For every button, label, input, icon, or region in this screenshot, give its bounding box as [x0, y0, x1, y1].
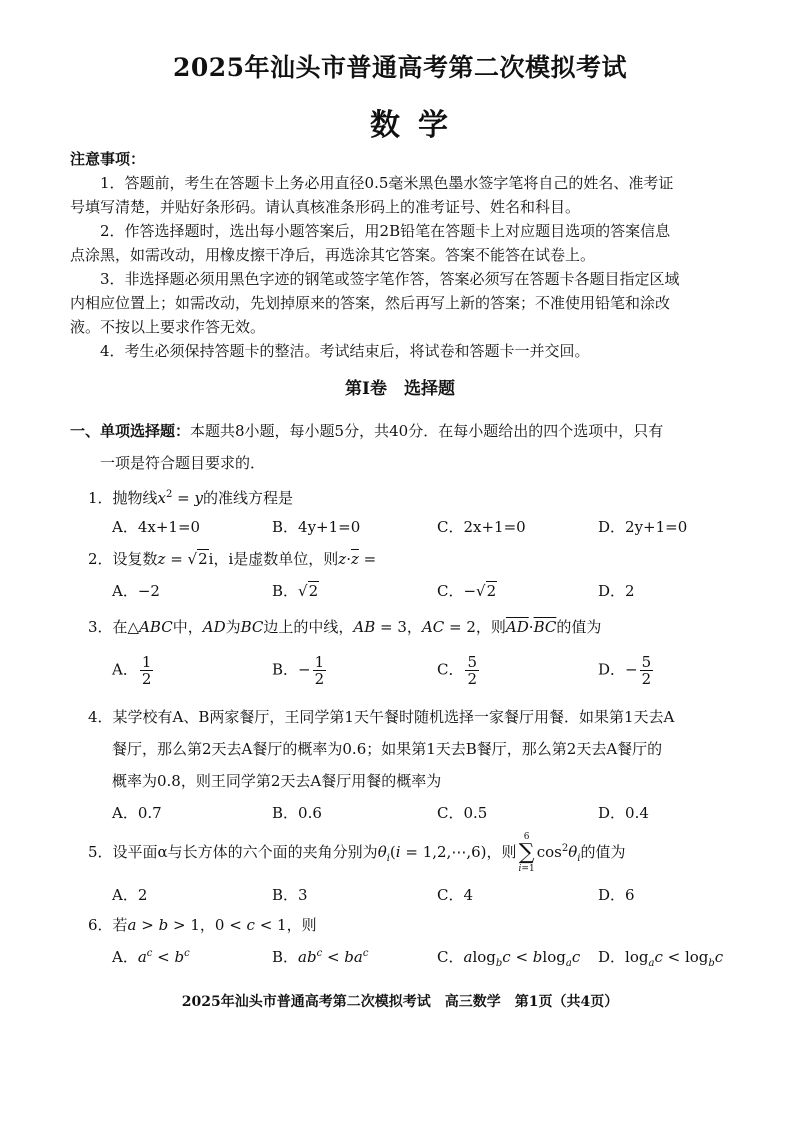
question-2-stem: 2．设复数z = √2i，i是虚数单位，则$z\cdot\overline{z}$ = — [88, 550, 377, 568]
question-5-option-a: A．2 — [112, 886, 148, 904]
question-4-line-3: 概率为0.8，则王同学第2天去A餐厅用餐的概率为 — [112, 772, 442, 790]
question-1-option-d: D．2y+1=0 — [598, 518, 688, 536]
question-6-stem: 6．若a > b > 1，0 < c < 1，则 — [88, 916, 317, 934]
question-1-option-c: C．2x+1=0 — [437, 518, 526, 536]
part-instructions-line-1 — [70, 420, 663, 442]
notice-item-3-line-3: 液。不按以上要求作答无效。 — [70, 318, 266, 336]
question-2-option-d: D．2 — [598, 582, 635, 600]
question-3-option-b: B．− $\frac{1}{2}$ — [272, 653, 325, 688]
question-6-option-d: D．$\log_ac < \log_bc$ — [598, 948, 724, 969]
question-5-option-b: B．3 — [272, 886, 308, 904]
question-3-option-a: A． $\frac{1}{2}$ — [112, 653, 152, 688]
question-6-option-c: C．alog$_b$c < blog$_a$c — [437, 948, 581, 969]
question-6-option-a: A．$a^c < b^c$ — [112, 948, 190, 966]
question-4-option-d: D．0.4 — [598, 804, 649, 822]
question-2-option-b: B．√2 — [272, 582, 319, 600]
question-2-option-a: A．−2 — [112, 582, 160, 600]
notice-item-1-line-2: 号填写清楚，并贴好条形码。请认真核准条形码上的准考证号、姓名和科目。 — [70, 198, 581, 216]
part-desc-1: 本题共8小题，每小题5分，共40分．在每小题给出的四个选项中，只有 — [190, 422, 664, 440]
question-1-stem: 1．抛物线$x^2 = y$的准线方程是 — [88, 489, 293, 507]
question-1-option-a: A．4x+1=0 — [112, 518, 201, 536]
question-3-option-d: D．− $\frac{5}{2}$ — [598, 653, 652, 688]
notice-item-3-line-1: 3．非选择题必须用黑色字迹的钢笔或签字笔作答，答案必须写在答题卡各题目指定区域 — [100, 270, 680, 288]
question-1-option-b: B．4y+1=0 — [272, 518, 361, 536]
part-instructions-line-2: 一项是符合题目要求的． — [100, 454, 266, 472]
summation-symbol: 6 ∑ i=1 — [518, 832, 535, 874]
question-5-stem: 5．设平面α与长方体的六个面的夹角分别为$\theta_i(i$ = 1,2,⋯,6)，则 6 ∑ i=1 $\cos^2\theta_i$的值为 — [88, 832, 626, 874]
question-4-line-1: 4．某学校有A、B两家餐厅，王同学第1天午餐时随机选择一家餐厅用餐．如果第1天去A — [88, 708, 675, 726]
question-4-line-2: 餐厅，那么第2天去A餐厅的概率为0.6；如果第1天去B餐厅，那么第2天去A餐厅的 — [112, 740, 663, 758]
question-4-option-c: C．0.5 — [437, 804, 488, 822]
notice-item-1-line-1: 1．答题前，考生在答题卡上务必用直径0.5毫米黑色墨水签字笔将自己的姓名、准考证 — [100, 174, 674, 192]
notice-item-2-line-1: 2．作答选择题时，选出每小题答案后，用2B铅笔在答题卡上对应题目选项的答案信息 — [100, 222, 671, 240]
section-title: 第Ⅰ卷 选择题 — [345, 379, 455, 399]
question-5-option-d: D．6 — [598, 886, 635, 904]
exam-title: 2025年汕头市普通高考第二次模拟考试 — [172, 53, 628, 82]
subject-title: 数学 — [370, 108, 466, 143]
question-2-option-c: C．−√2 — [437, 582, 497, 600]
part-label: 一、单项选择题： — [70, 422, 191, 440]
notice-item-3-line-2: 内相应位置上；如需改动，先划掉原来的答案，然后再写上新的答案；不准使用铅笔和涂改 — [70, 294, 671, 312]
question-3-option-c: C． $\frac{5}{2}$ — [437, 653, 478, 688]
question-5-option-c: C．4 — [437, 886, 474, 904]
question-4-option-a: A．0.7 — [112, 804, 162, 822]
notice-item-4-line-1: 4．考生必须保持答题卡的整洁。考试结束后，将试卷和答题卡一并交回。 — [100, 342, 590, 360]
notice-item-2-line-2: 点涂黑，如需改动，用橡皮擦干净后，再选涂其它答案。答案不能答在试卷上。 — [70, 246, 596, 264]
notice-heading: 注意事项： — [70, 150, 146, 168]
question-4-option-b: B．0.6 — [272, 804, 322, 822]
page-footer: 2025年汕头市普通高考第二次模拟考试 高三数学 第1页（共4页） — [181, 994, 619, 1010]
question-3-stem: 3．在△ABC中，AD为BC边上的中线，AB = 3，AC = 2，则$\overline{AD}\cdot\overline{BC}$的值为 — [88, 618, 602, 636]
question-6-option-b: B．$ab^c < ba^c$ — [272, 948, 369, 966]
